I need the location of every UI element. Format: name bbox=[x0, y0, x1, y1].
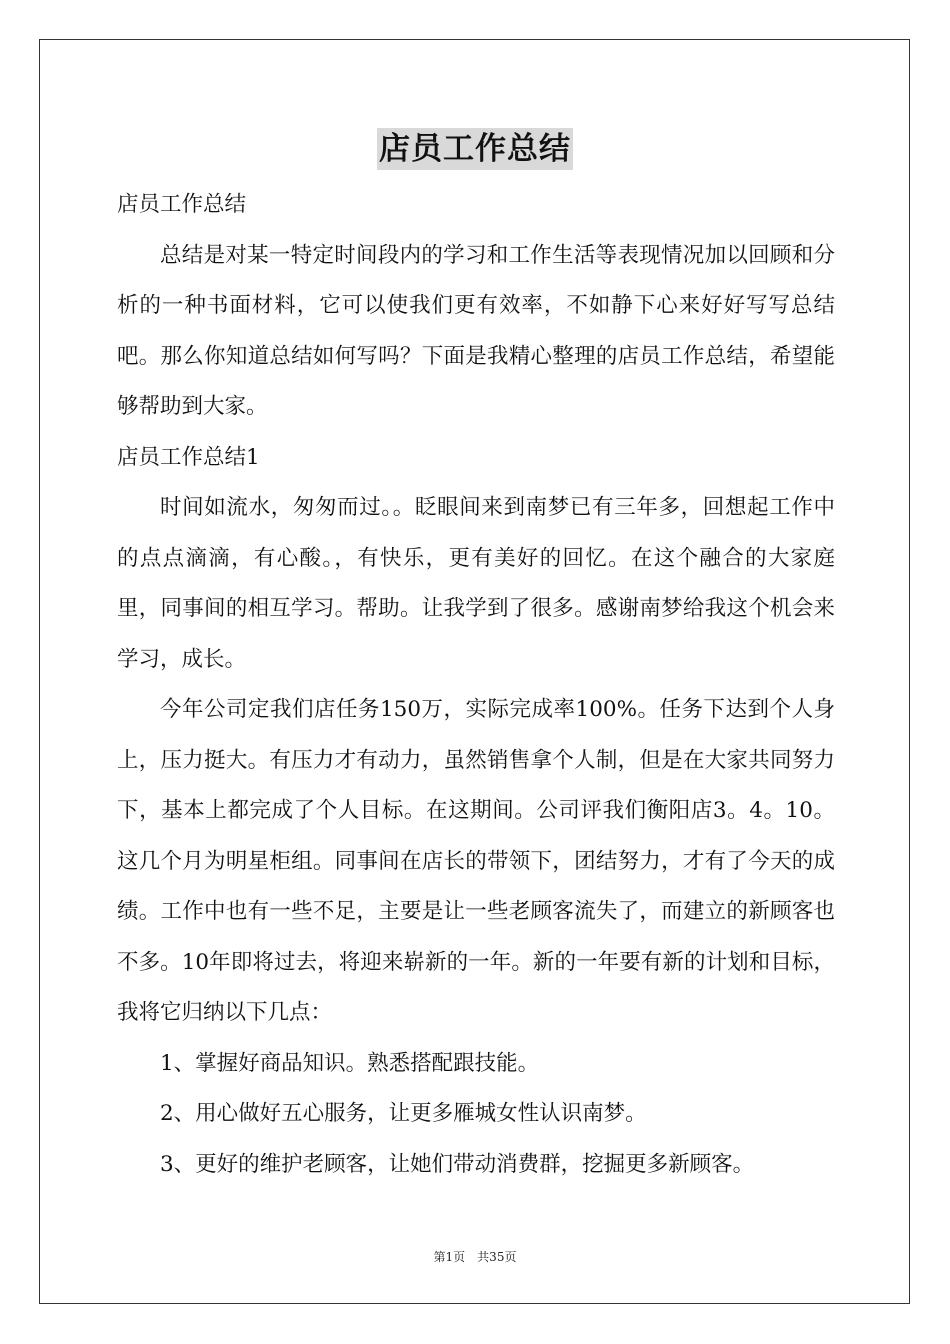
document-body bbox=[117, 180, 835, 1190]
intro-paragraph: 总结是对某一特定时间段内的学习和工作生活等表现情况加以回顾和分析的一种书面材料，它可以使我们更有效率，不如静下心来好好写写总结吧。那么你知道总结如何写吗？下面是我精心整理的店员工作总结，希望能够帮助到大家。 bbox=[117, 242, 835, 419]
body-paragraph-2: 今年公司定我们店任务150万，实际完成率100%。任务下达到个人身上，压力挺大。有压力才有动力，虽然销售拿个人制，但是在大家共同努力下，基本上都完成了个人目标。在这期间。公司评我们衡阳店3。4。10。这几个月为明星柜组。同事间在店长的带领下，团结努力，才有了今天的成绩。工作中也有一些不足，主要是让一些老顾客流失了，而建立的新顾客也不多。10年即将过去，将迎来崭新的一年。新的一年要有新的计划和目标，我将它归纳以下几点： bbox=[117, 697, 835, 1025]
list-item-3: 3、更好的维护老顾客，让她们带动消费群，挖掘更多新顾客。 bbox=[160, 1151, 755, 1177]
body-paragraph-1: 时间如流水，匆匆而过。。眨眼间来到南梦已有三年多，回想起工作中的点点滴滴，有心酸。，有快乐，更有美好的回忆。在这个融合的大家庭里，同事间的相互学习。帮助。让我学到了很多。感谢南梦给我这个机会来学习，成长。 bbox=[117, 495, 835, 672]
list-item-2: 2、用心做好五心服务，让更多雁城女性认识南梦。 bbox=[160, 1101, 647, 1126]
document-title: 店员工作总结 bbox=[377, 128, 573, 170]
document-title-block bbox=[0, 128, 950, 170]
list-item-1: 1、掌握好商品知识。熟悉搭配跟技能。 bbox=[160, 1050, 540, 1076]
document-subtitle: 店员工作总结 bbox=[117, 192, 247, 217]
page-footer: 第1页 共35页 bbox=[433, 1250, 517, 1264]
section-heading: 店员工作总结1 bbox=[117, 444, 260, 470]
